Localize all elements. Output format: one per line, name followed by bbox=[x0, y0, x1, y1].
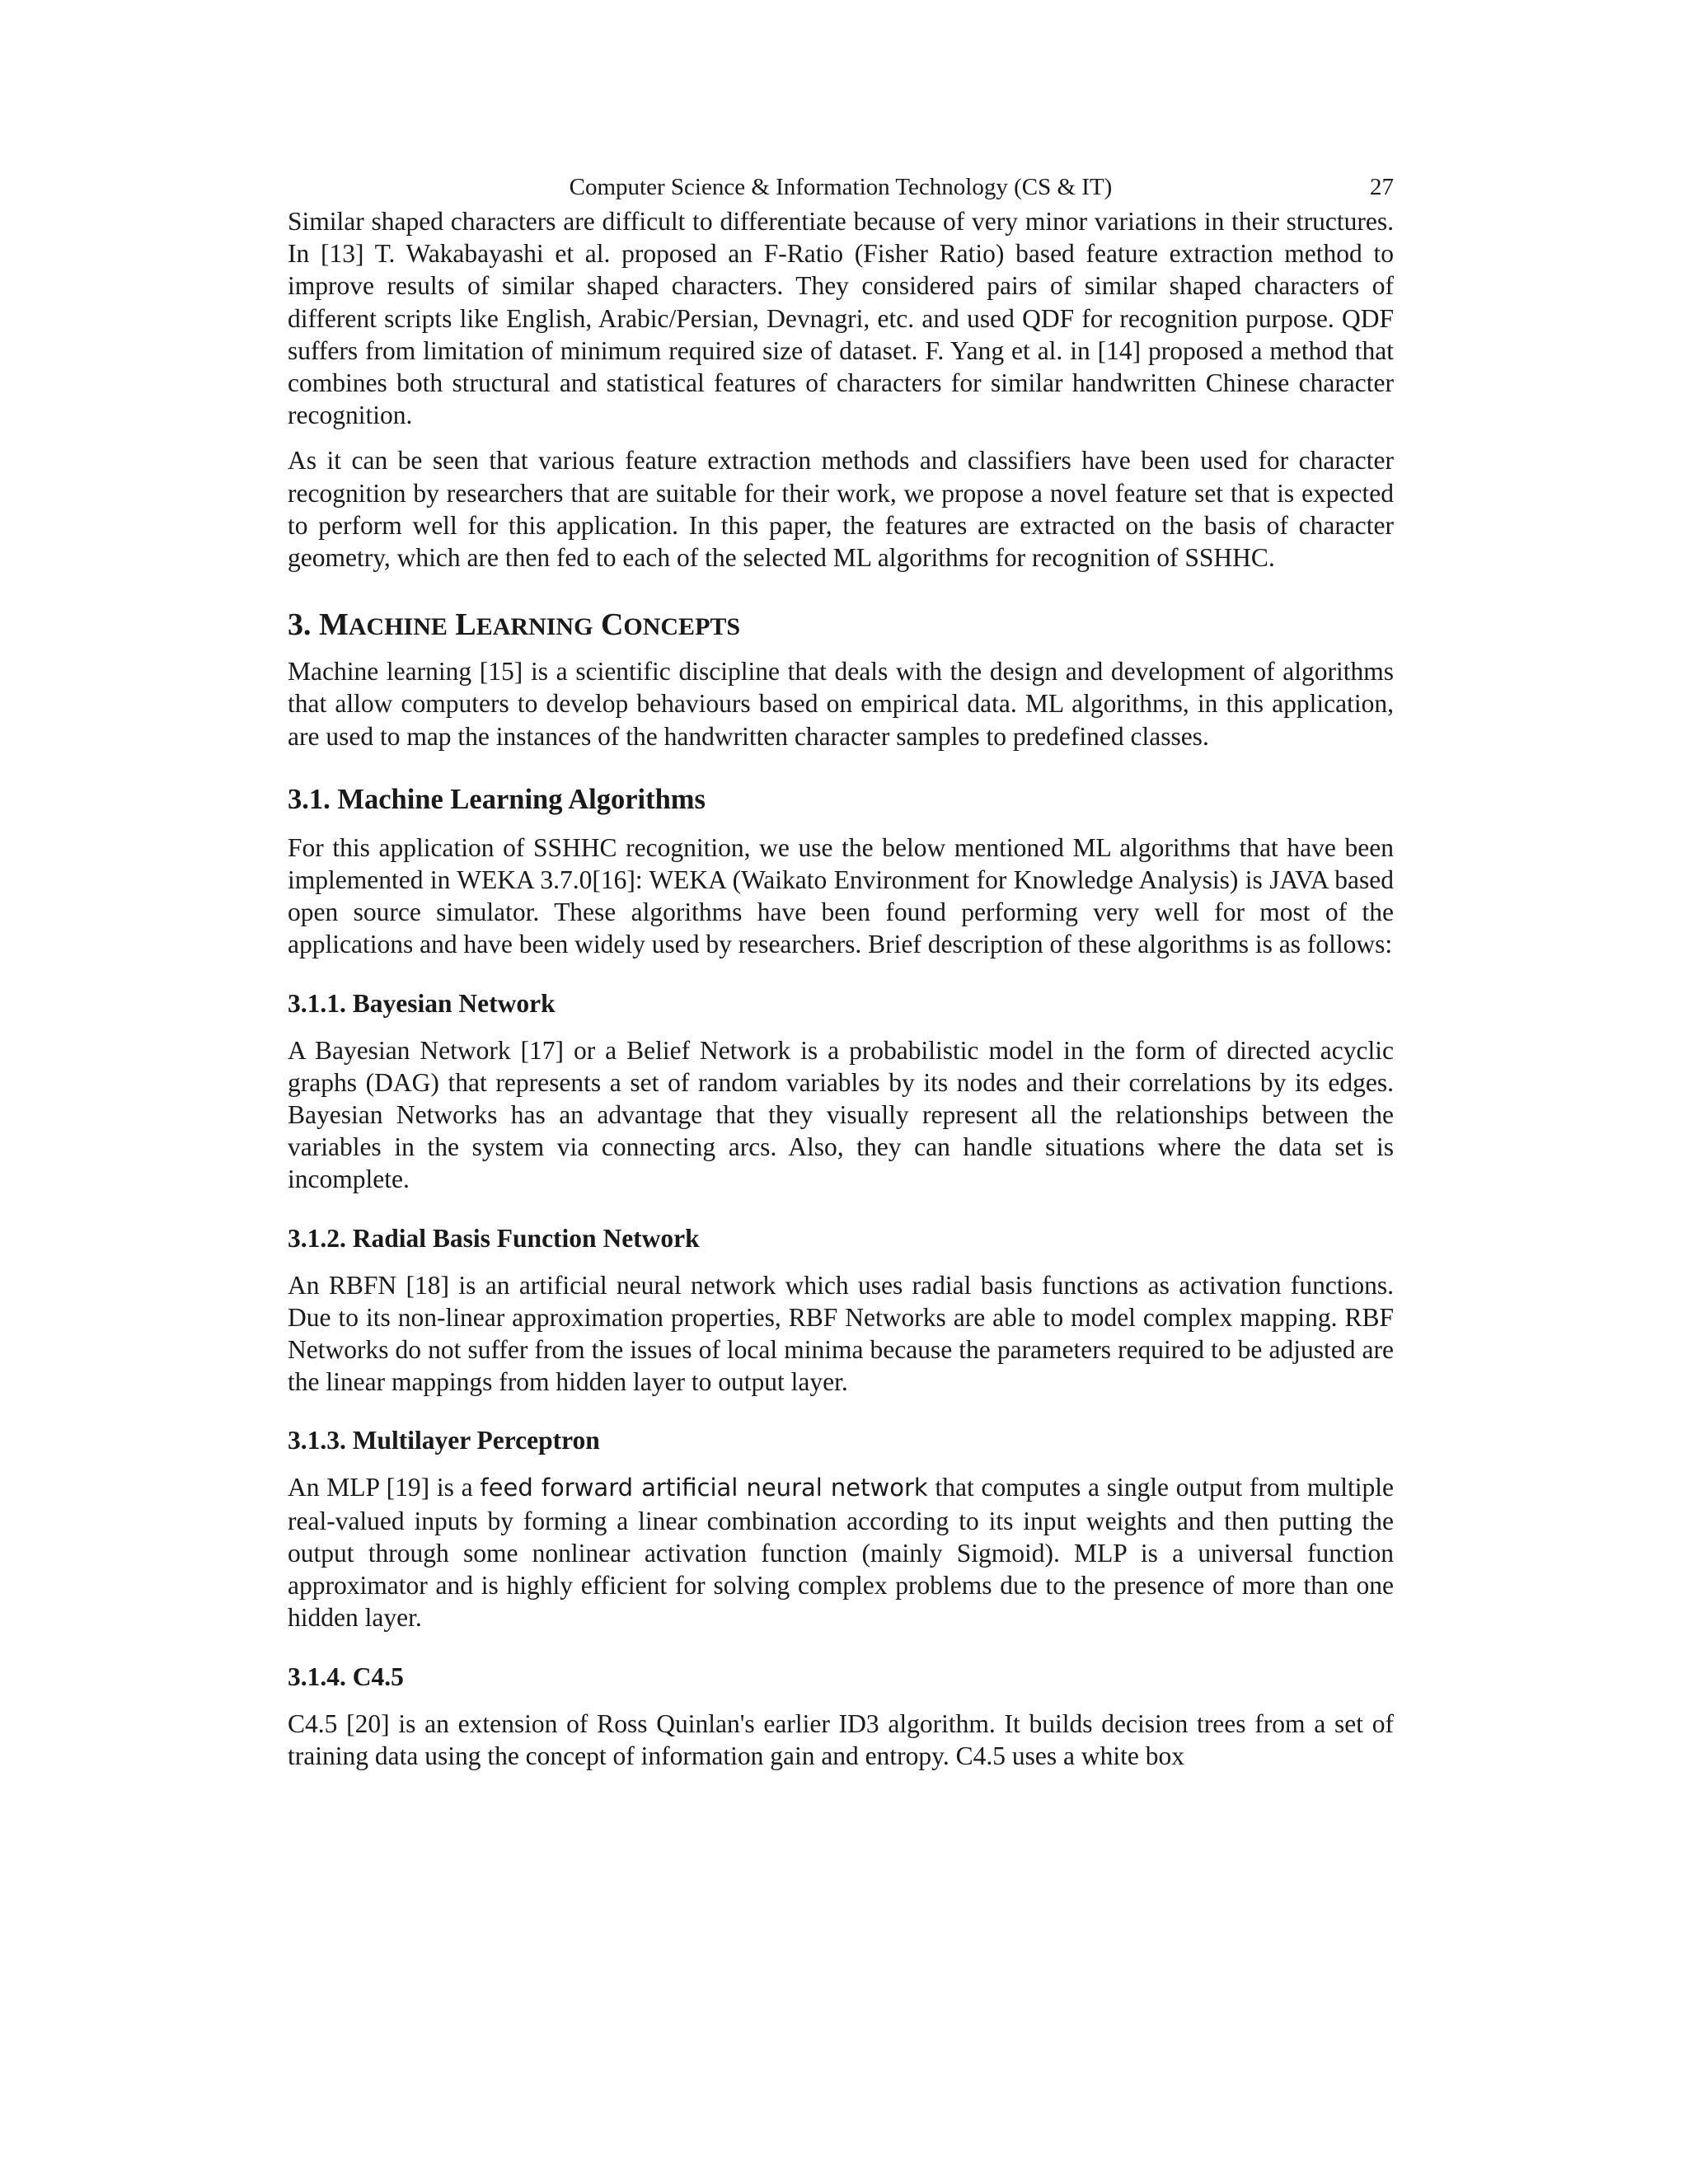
paragraph-rbfn: An RBFN [18] is an artificial neural network which uses radial basis functions as activation functions. Due to its non-linear approximation properties, RBF Networks are able to model complex mapping. RBF Networks do not suffer from the issues of local minima because the parameters required to be adjusted are the linear mappings from hidden layer to output layer. bbox=[288, 1270, 1394, 1397]
paper-page bbox=[288, 169, 1394, 1772]
paragraph-ml-algorithms: For this application of SSHHC recognition, we use the below mentioned ML algorithms that have been implemented in WEKA 3.7.0[16]: WEKA (Waikato Environment for Knowledge Analysis) is JAVA based open source simulator. These algorithms have been found performing very well for most of the applications and have been widely used by researchers. Brief description of these algorithms is as follows: bbox=[288, 832, 1394, 959]
heading-word-rest: EARNING bbox=[476, 613, 593, 641]
heading-word-rest: ACHINE bbox=[348, 613, 448, 641]
mlp-text-highlight: feed forward artificial neural network bbox=[480, 1474, 928, 1502]
heading-word-initial: L bbox=[455, 607, 476, 643]
section-number: 3. bbox=[288, 607, 312, 643]
journal-name: Computer Science & Information Technology (CS & IT) bbox=[569, 174, 1113, 200]
subsubsection-heading-c45: 3.1.4. C4.5 bbox=[288, 1661, 404, 1691]
heading-word-initial: M bbox=[319, 607, 349, 643]
paragraph-bayesian-network: A Bayesian Network [17] or a Belief Network is a probabilistic model in the form of directed acyclic graphs (DAG) that represents a set of random variables by its nodes and their correlations by its edges. Bayesian Networks has an advantage that they visually represent all the relationships between the variables in the system via connecting arcs. Also, they can handle situations where the data set is incomplete. bbox=[288, 1035, 1394, 1194]
subsubsection-heading-rbfn: 3.1.2. Radial Basis Function Network bbox=[288, 1223, 700, 1253]
mlp-text-start: An MLP [19] is a bbox=[288, 1473, 481, 1502]
mlp-text-end: that computes a single output from multiple real-valued inputs by forming a linear combination according to its input weights and then putting the output through some nonlinear activation function (mainly Sigmoid). MLP is a universal function approximator and is highly efficient for solving complex problems due to the presence of more than one hidden layer. bbox=[288, 1473, 1394, 1633]
paragraph-mlp bbox=[288, 1471, 1394, 1633]
heading-word-rest: ONCEPTS bbox=[623, 613, 741, 641]
paragraph-ml-concepts: Machine learning [15] is a scientific discipline that deals with the design and development of algorithms that allow computers to develop behaviours based on empirical data. ML algorithms, in this application, are used to map the instances of the handwritten character samples to predefined classes. bbox=[288, 657, 1394, 751]
page-number: 27 bbox=[1370, 174, 1394, 200]
subsubsection-heading-bayesian-network: 3.1.1. Bayesian Network bbox=[288, 988, 556, 1018]
subsubsection-heading-mlp: 3.1.3. Multilayer Perceptron bbox=[288, 1426, 600, 1455]
running-head bbox=[288, 169, 1394, 205]
paragraph-feature-methods: As it can be seen that various feature extraction methods and classifiers have been used for character recognition by researchers that are suitable for their work, we propose a novel feature set that is expected to perform well for this application. In this paper, the features are extracted on the basis of character geometry, which are then fed to each of the selected ML algorithms for recognition of SSHHC. bbox=[288, 446, 1394, 573]
heading-word-initial: C bbox=[600, 607, 624, 643]
subsection-heading-ml-algorithms: 3.1. Machine Learning Algorithms bbox=[288, 783, 706, 815]
paragraph-c45: C4.5 [20] is an extension of Ross Quinlan's earlier ID3 algorithm. It builds decision trees from a set of training data using the concept of information gain and entropy. C4.5 uses a white box bbox=[288, 1708, 1394, 1770]
section-heading-machine-learning-concepts bbox=[288, 605, 1394, 647]
paragraph-similar-characters: Similar shaped characters are difficult to differentiate because of very minor variations in their structures. In [13] T. Wakabayashi et al. proposed an F-Ratio (Fisher Ratio) based feature extraction method to improve results of similar shaped characters. They considered pairs of similar shaped characters of different scripts like English, Arabic/Persian, Devnagri, etc. and used QDF for recognition purpose. QDF suffers from limitation of minimum required size of dataset. F. Yang et al. in [14] proposed a method that combines both structural and statistical features of characters for similar handwritten Chinese character recognition. bbox=[288, 207, 1394, 430]
